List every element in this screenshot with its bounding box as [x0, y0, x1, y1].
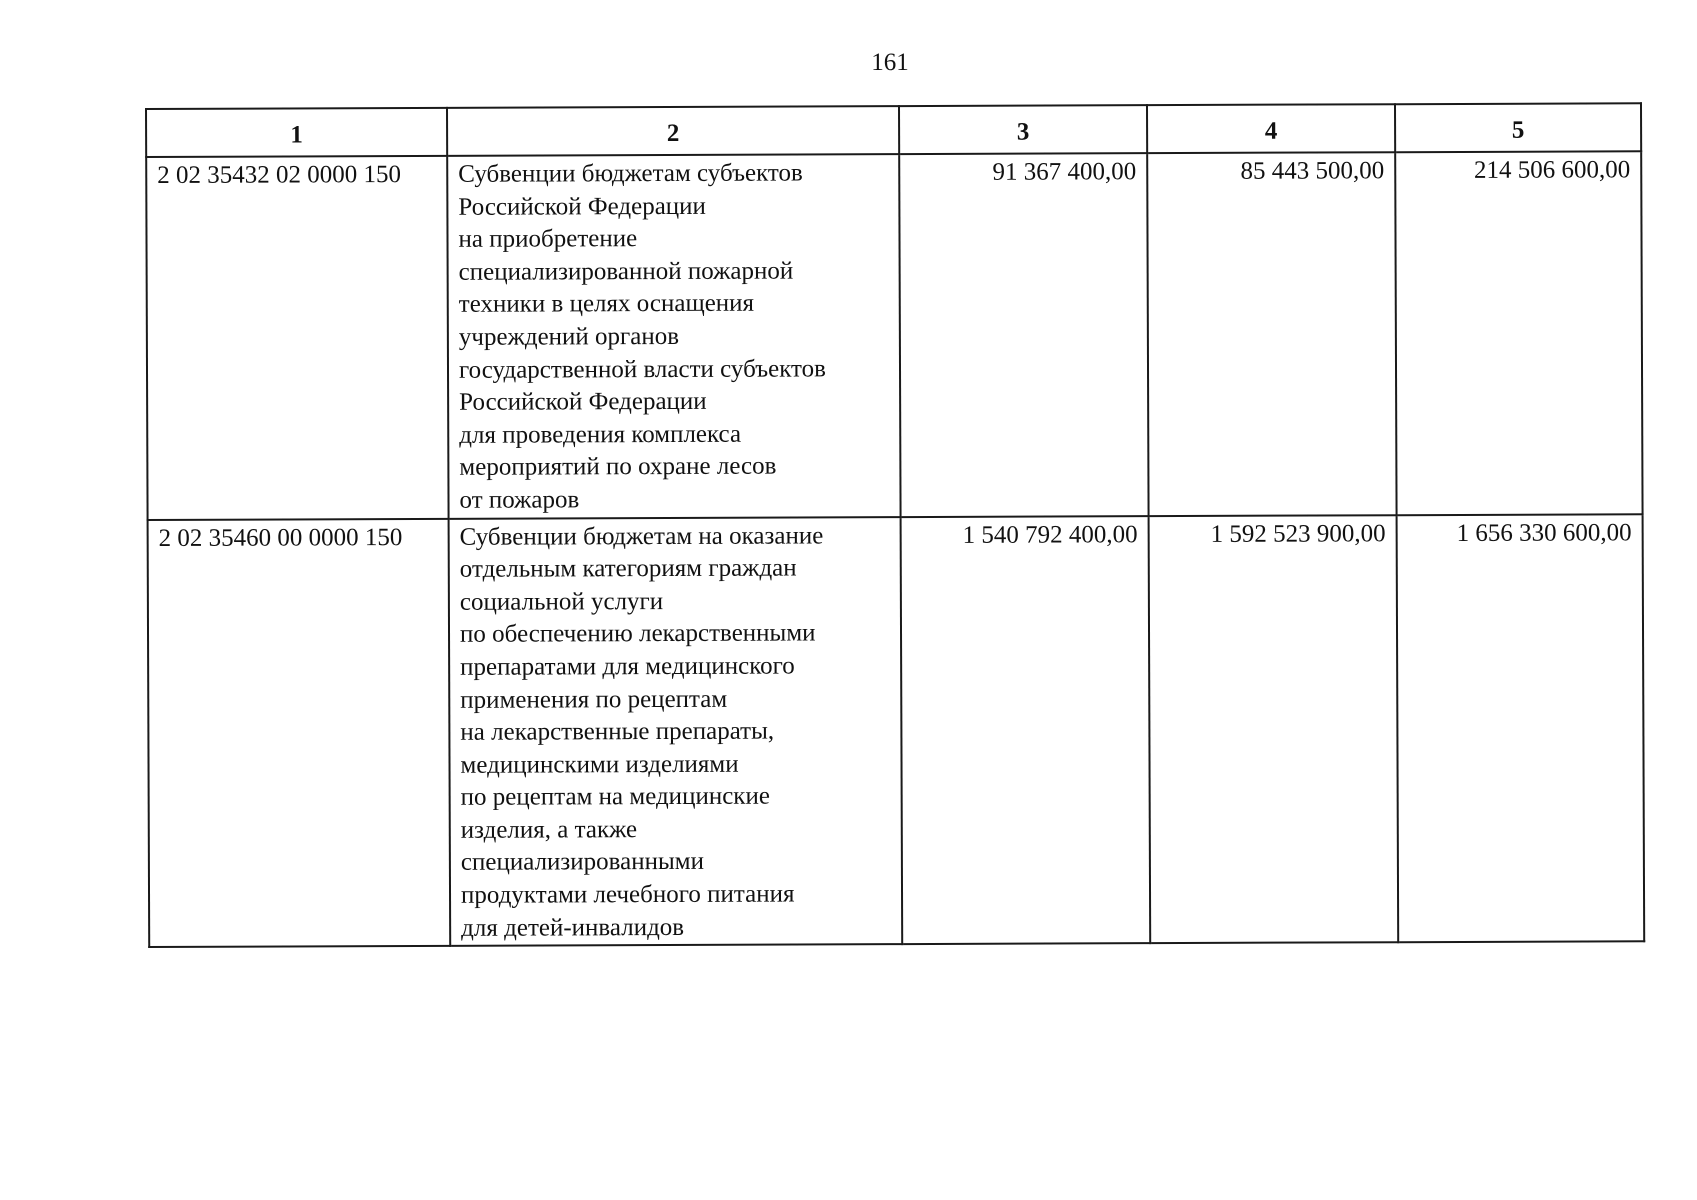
description-line: по обеспечению лекарственными [459, 619, 816, 649]
amount-col4-cell: 85 443 500,00 [1147, 152, 1396, 515]
amount-col5-cell: 1 656 330 600,00 [1397, 514, 1645, 943]
budget-table [145, 102, 1645, 948]
description-cell [449, 517, 903, 946]
description-line: мероприятий по охране лесов [459, 452, 777, 482]
description-line: по рецептам на медицинские [460, 782, 770, 812]
description-line: учреждений органов [458, 322, 680, 351]
column-header-2: 2 [447, 106, 899, 156]
description-line: отдельным категориям граждан [459, 554, 797, 583]
description-line: государственной власти субъектов [458, 354, 826, 384]
description-line: медицинскими изделиями [460, 750, 739, 779]
budget-code-cell: 2 02 35432 02 0000 150 [146, 156, 448, 520]
amount-col5-cell: 214 506 600,00 [1395, 151, 1642, 514]
description-line: на лекарственные препараты, [460, 717, 775, 746]
table-row [148, 514, 1645, 947]
description-line: препаратами для медицинского [460, 652, 795, 681]
budget-code-cell: 2 02 35460 00 0000 150 [148, 518, 451, 947]
description-line: техники в целях оснащения [458, 290, 755, 319]
amount-col4-cell: 1 592 523 900,00 [1149, 515, 1399, 944]
table-row [146, 151, 1642, 519]
column-header-3: 3 [899, 105, 1147, 154]
description-line: Субвенции бюджетам на оказание [459, 521, 824, 551]
description-line: Субвенции бюджетам субъектов [458, 159, 803, 188]
column-header-1: 1 [146, 108, 447, 157]
table-header-row [146, 103, 1641, 157]
description-line: продуктами лечебного питания [460, 880, 795, 909]
description-cell [447, 154, 900, 518]
description-line: Российской Федерации [458, 192, 706, 221]
description-line: от пожаров [459, 486, 580, 514]
page-number: 161 [871, 49, 909, 76]
amount-col3-cell: 1 540 792 400,00 [901, 516, 1151, 945]
amount-col3-cell: 91 367 400,00 [899, 153, 1148, 516]
description-line: для детей-инвалидов [461, 913, 685, 942]
description-line: для проведения комплекса [459, 420, 742, 449]
description-line: Российской Федерации [459, 388, 707, 416]
budget-table-container [145, 102, 1643, 948]
column-header-5: 5 [1395, 103, 1641, 152]
description-line: специализированными [460, 848, 705, 877]
description-line: социальной услуги [459, 587, 664, 616]
column-header-4: 4 [1147, 104, 1395, 153]
description-line: применения по рецептам [460, 685, 728, 714]
description-line: специализированной пожарной [458, 257, 794, 286]
description-line: изделия, а также [460, 815, 638, 844]
description-line: на приобретение [458, 225, 638, 253]
